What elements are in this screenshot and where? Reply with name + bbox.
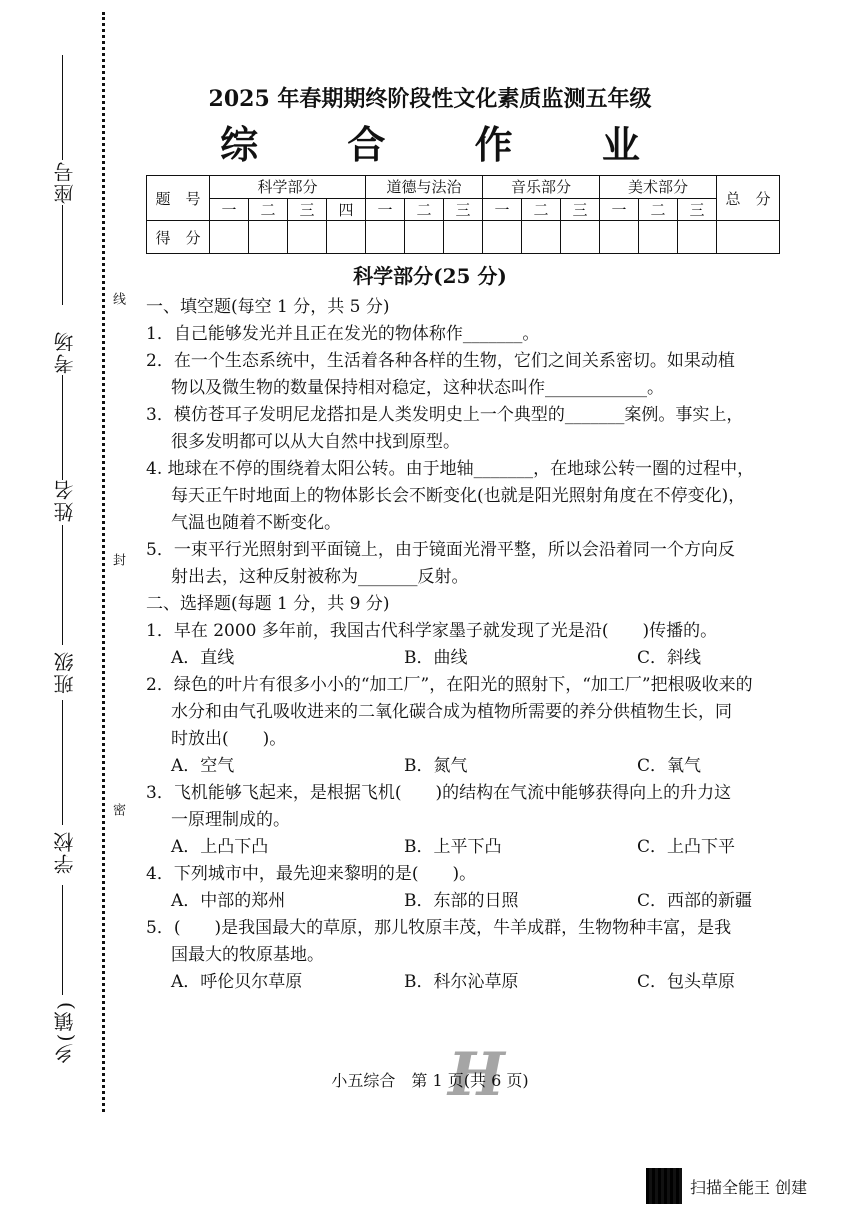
scanner-brand (646, 1168, 807, 1204)
section-heading: 一、填空题(每空 1 分，共 5 分) (146, 297, 390, 317)
score-cell[interactable] (405, 221, 444, 254)
answer-options (146, 753, 816, 780)
question-line: 物以及微生物的数量保持相对稳定，这种状态叫作____________。 (171, 378, 664, 398)
score-cell[interactable] (522, 221, 561, 254)
group-science: 科学部分 (210, 176, 366, 199)
class-line[interactable] (62, 525, 63, 645)
score-cell[interactable] (444, 221, 483, 254)
question-line: 5．( )是我国最大的草原，那儿牧原丰茂，牛羊成群，生物物种丰富，是我 (146, 918, 732, 938)
option-c[interactable]: C．西部的新疆 (637, 891, 753, 911)
question-line: 国最大的牧原基地。 (171, 945, 324, 965)
watermark-letter: H (448, 1040, 505, 1110)
name-label: 姓名 (53, 478, 77, 522)
sub-col: 二 (522, 198, 561, 221)
dotted-cut-line (102, 12, 105, 1112)
brand-text: 扫描全能王 创建 (690, 1177, 808, 1197)
question-number-header: 题 号 (147, 176, 210, 221)
score-cell[interactable] (327, 221, 366, 254)
school-label: 学校 (53, 830, 77, 874)
option-a[interactable]: A．呼伦贝尔草原 (171, 972, 303, 992)
group-music: 音乐部分 (483, 176, 600, 199)
answer-options (146, 834, 816, 861)
sub-col: 四 (327, 198, 366, 221)
answer-options (146, 969, 816, 996)
option-b[interactable]: B．上平下凸 (404, 837, 502, 857)
option-c[interactable]: C．氧气 (637, 756, 702, 776)
question-content (146, 294, 816, 996)
question-line: 4. 地球在不停的围绕着太阳公转。由于地轴_______，在地球公转一圈的过程中， (146, 459, 755, 479)
page-footer: 小五综合 第 1 页(共 6 页) (331, 1071, 529, 1090)
total-score-cell[interactable] (717, 221, 780, 254)
exam-room-label: 考场 (53, 330, 77, 374)
total-header: 总 分 (717, 176, 780, 221)
sub-col: 一 (210, 198, 249, 221)
town-line[interactable] (62, 885, 63, 995)
question-line: 水分和由气孔吸收进来的二氧化碳合成为植物所需要的养分供植物生长，同 (171, 702, 732, 722)
score-cell[interactable] (483, 221, 522, 254)
sub-col: 三 (561, 198, 600, 221)
question-line: 2．绿色的叶片有很多小小的“加工厂”，在阳光的照射下，“加工厂”把根吸收来的 (146, 675, 753, 695)
score-table (146, 175, 780, 254)
question-line: 3．飞机能够飞起来，是根据飞机( )的结构在气流中能够获得向上的升力这 (146, 783, 732, 803)
option-a[interactable]: A．中部的郑州 (171, 891, 286, 911)
score-cell[interactable] (639, 221, 678, 254)
seat-number-label: 座号 (53, 160, 77, 204)
sub-col: 一 (366, 198, 405, 221)
question-line: 5．一束平行光照射到平面镜上，由于镜面光滑平整，所以会沿着同一个方向反 (146, 540, 735, 560)
score-cell[interactable] (561, 221, 600, 254)
question-line: 1．早在 2000 多年前，我国古代科学家墨子就发现了光是沿( )传播的。 (146, 621, 718, 641)
cut-mark-secret: 密 (110, 803, 125, 816)
question-line: 每天正午时地面上的物体影长会不断变化(也就是阳光照射角度在不停变化)， (171, 486, 746, 506)
school-line[interactable] (62, 700, 63, 825)
group-morality: 道德与法治 (366, 176, 483, 199)
exam-title: 2025 年春期期终阶段性文化素质监测五年级 (208, 86, 652, 112)
town-label: 乡(镇) (53, 1000, 77, 1064)
score-cell[interactable] (210, 221, 249, 254)
question-line: 很多发明都可以从大自然中找到原型。 (171, 432, 460, 452)
section-title: 科学部分(25 分) (353, 264, 507, 288)
question-line: 气温也随着不断变化。 (171, 513, 341, 533)
score-row-label: 得 分 (147, 221, 210, 254)
question-line: 时放出( )。 (171, 729, 287, 749)
answer-options (146, 888, 816, 915)
class-label: 班级 (53, 650, 77, 694)
section-heading: 二、选择题(每题 1 分，共 9 分) (146, 594, 390, 614)
score-cell[interactable] (600, 221, 639, 254)
question-line: 2．在一个生态系统中，生活着各种各样的生物，它们之间关系密切。如果动植 (146, 351, 735, 371)
option-a[interactable]: A．空气 (171, 756, 235, 776)
cut-mark-line: 线 (110, 292, 125, 305)
answer-options (146, 645, 816, 672)
score-cell[interactable] (249, 221, 288, 254)
option-b[interactable]: B．科尔沁草原 (404, 972, 519, 992)
option-c[interactable]: C．包头草原 (637, 972, 736, 992)
cut-mark-seal: 封 (110, 553, 125, 566)
option-b[interactable]: B．氮气 (404, 756, 468, 776)
sub-col: 一 (483, 198, 522, 221)
option-c[interactable]: C．斜线 (637, 648, 702, 668)
sub-col: 三 (678, 198, 717, 221)
question-line: 1．自己能够发光并且正在发光的物体称作_______。 (146, 324, 540, 344)
question-line: 一原理制成的。 (171, 810, 290, 830)
sub-col: 三 (288, 198, 327, 221)
option-a[interactable]: A．直线 (171, 648, 235, 668)
sub-col: 二 (249, 198, 288, 221)
sub-col: 二 (639, 198, 678, 221)
option-a[interactable]: A．上凸下凸 (171, 837, 269, 857)
score-cell[interactable] (366, 221, 405, 254)
option-b[interactable]: B．东部的日照 (404, 891, 519, 911)
sub-col: 二 (405, 198, 444, 221)
exam-room-line[interactable] (62, 205, 63, 305)
score-cell[interactable] (678, 221, 717, 254)
sub-col: 三 (444, 198, 483, 221)
question-line: 3．模仿苍耳子发明尼龙搭扣是人类发明史上一个典型的_______案例。事实上， (146, 405, 744, 425)
sub-col: 一 (600, 198, 639, 221)
option-c[interactable]: C．上凸下平 (637, 837, 736, 857)
question-line: 4．下列城市中，最先迎来黎明的是( )。 (146, 864, 477, 884)
name-line[interactable] (62, 375, 63, 480)
group-art: 美术部分 (600, 176, 717, 199)
option-b[interactable]: B．曲线 (404, 648, 468, 668)
qr-code-icon (646, 1168, 682, 1204)
subject-title: 综 合 作 业 (220, 122, 678, 167)
question-line: 射出去，这种反射被称为_______反射。 (171, 567, 469, 587)
score-cell[interactable] (288, 221, 327, 254)
